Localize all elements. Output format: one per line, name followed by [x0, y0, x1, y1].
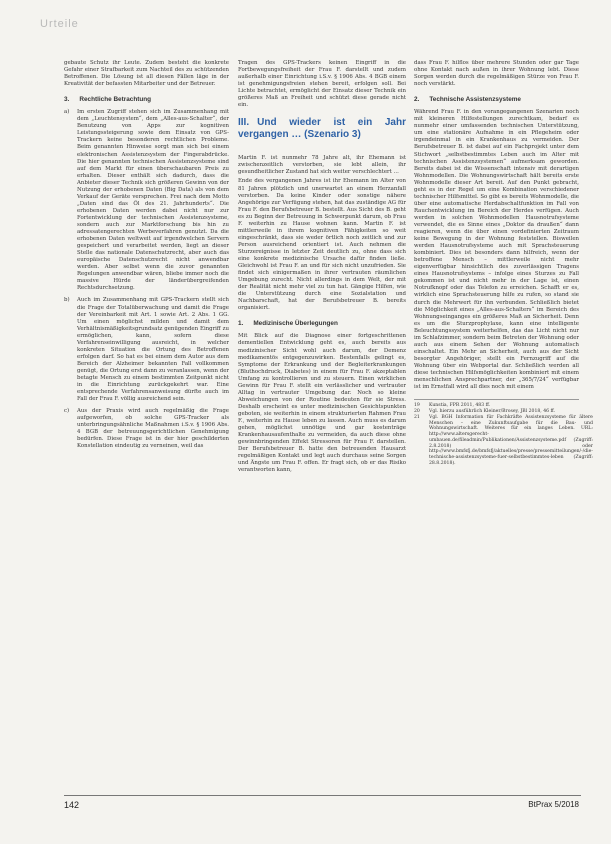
list-item-label: b) [64, 297, 70, 304]
paragraph: Tragen des GPS-Trackers keinen Eingriff in die Fortbewegungsfreiheit der Frau F. darstellt und zudem außerhalb einer Einrichtung i.S.v. § 1906 Abs. 4 BGB einem ist genehmigungsfreien stehen bereit, erfolgen soll. Bei Lichte betrachtet, ermöglicht der Einsatz dieser Technik ein größeres Maß an Freiheit und schützt diese gerade nicht ein. [238, 60, 406, 109]
section-title: Technische Assistenzsysteme [429, 96, 521, 104]
section-heading [414, 96, 579, 103]
footnote-number: 20 [414, 408, 420, 414]
section-number: 2. [414, 96, 420, 104]
footnotes [414, 399, 593, 467]
section-tag: Urteile [40, 18, 79, 30]
section-title: Medizinische Überlegungen [253, 320, 338, 328]
list-item-text: Auch im Zusammenhang mit GPS-Trackern stellt sich die Frage der Totalüberwachung und damit die Frage der Vereinbarkeit mit Art. 1 sowie Art. 2 Abs. 1 GG. Um einen möglichst milden und damit dem Verhältnismäßigkeitsgrundsatz genügenden Eingriff zu ermöglichen, kann, sofern diese Verfahrenseinwilligung ausreicht, in welcher konkreten Situation die Ortung des Betroffenen erfolgen darf. So hat es bei einem dem Autor aus dem Bereich der Alzheimer bekannten Fall vollkommen genügt, die Ortung erst dann zu veranlassen, wenn der betagte Mensch zu einem bestimmten Zeitpunkt nicht in die Einrichtung zurückgekehrt war. Eine entsprechende Verfahrensanweisung dürfte auch im Fall der Frau F. völlig ausreichend sein. [77, 297, 229, 403]
section-title: Rechtliche Betrachtung [79, 96, 152, 104]
footnote-text: Vgl. BGH Information für Fachkräfte Assistenzsysteme für ältere Menschen – eine Zukunftsaufgabe für die Bau- und Wohnungswirtschaft. Weiteres für ein langes Leben. URL: http://www.altersgerecht-umbauen.de/fileadmin/Publikationen/Assistenzsysteme.pdf (Zugriff: 2.8.2018) oder http://www.bmfsfj.de/bmfsfj/aktuelles/presse/pressemitteilungen/-/die-technische-assistenzsysteme-fuer-selbstbestimmtes-leben (Zugriff: 28.8.2018). [429, 414, 593, 467]
list-item-text: Im ersten Zugriff stehen sich im Zusammenhang mit dem „Leuchtensystem“, dem „Alles-aus-Schalter“, der Benutzung von Apps zur kognitiven Leistungssteigerung sowie dem Einsatz von GPS-Trackern keine besonderen rechtlichen Probleme. Beim genannten Hinweise sorgt man sich bei einem elektronischen Assistenzsystem der Fingerabdrücke. Die hier genannten technischen Assistenzsysteme sind auf dem Markt für einen überschaubaren Preis zu erhalten. Dieser enthält sich dadurch, dass die Anbieter dieser Technik sich größeren Gewinn von der Nutzung der erhobenen Daten (Big Data) als von dem Verkauf der Geräte versprechen. Frei nach dem Motto „Daten sind das Öl des 21. Jahrhunderts“. Die erhobenen Daten werden dabei nicht nur zur Fortentwicklung der technischen Assistenzsysteme, sondern auch zur Marktforschung bis hin zu adressatengerechten Werbeverfahren genutzt. Da die erhobenen Daten weltweit auf irgendwelchen Servern gespeichert und verarbeitet werden, liegt an dieser Stelle das nationale Datenschutzrecht, aber auch das europäische Datenschutzrecht nicht anwendbar werden. Aber selbst wenn die zuvor genannten Regelungen anwendbar wären, bliebe immer noch die massive Hürde der länderübergreifenden Rechtsdurchsetzung. [77, 109, 229, 292]
footnote-number: 21 [414, 414, 420, 420]
paragraph: dass Frau F. hilflos über mehrere Stunden oder gar Tage ohne Kontakt nach außen in ihrer Wohnung lebt. Diese Sorgen werden durch die regelmäßigen Stürze von Frau F. noch verstärkt. [414, 60, 579, 88]
column-2 [238, 60, 406, 476]
paragraph: Während Frau F. in den vorangegangenen Szenarien noch mit kleineren Hilfestellungen zurechtkam, bedarf es nunmehr einer umfassenden technischen Unterstützung, um eine stationäre Aufnahme in ein Pflegeheim oder irgendeinmal in ein Krankenhaus zu vermeiden. Der Berufsbetreuer B. ist dabei auf ein Fachprojekt unter dem Stichwort „selbstbestimmtes Leben auch im Alter mit technischen Assistenzsystemen“ aufmerksam geworden. Bereits dabei ist die Wissenschaft intensiv mit derartigen Wohnmodellen. Die Wohnungswirtschaft hält bereits erste Wohnmodelle dieser Art bereit. Auf den Punkt gebracht, geht es in der Regel um eine Kombination verschiedener technischer Hilfsmittel. So gibt es bereits Wohnmodelle, die über eine automatische Herdabschaltfunktion im Fall von Rauchentwicklung im Bereich der Herdes verfügen. Auch werden in solchen Wohnmodellen Hausnotrufsysteme verwendet, die es Sinne eines „Doktor da draußen“ dann reagieren, wenn die über einen vordefinierten Zeitraum keine Bewegung in der Wohnung feststellen. Bisweilen werden Hausnotrufsysteme auch mit Sprachsteuerung kombiniert. Dies ist besonders dann hilfreich, wenn der betroffene Mensch – mittlerweile nicht mehr eigenverfügbar hinsichtlich des zuverlässigen Tragens eines Hausnotrufsystems – infolge eines Sturzes zu Fall gekommen ist und nicht mehr in der Lage ist, einen Notrufknopf oder das Telefon zu erreichen. Schafft er es, wirklich eine Sprachsteuerung hilfe zu rufen, so stand sie durch die Mehrwert für ihn verbunden. Schließlich bietet die Möglichkeit eines „Alles-aus-Schalters“ im Bereich des Wohnungseinganges ein größeres Maß an Sicherheit. Denn es um die Sturzprophylaxe, kann eine intelligente Beleuchtungssystem weiterhelfen, das das Licht nicht nur im Schlafzimmer, sondern beim Betreten der Wohnung oder auch aus einem Sehen der Wohnung automatisch einschaltet. Ein Mehr an Sicherheit, auch aus der Sicht besorgter Angehöriger, stellt ein Fernzugriff auf die Wohnung über ein Webportal dar. Schließlich werden all diese technischen Hilfsmöglichkeiten kombiniert mit einem menschlichen Ansprechpartner, der „365/7/24“ verfügbar ist im Ernstfall wird all dies noch mit einem [414, 109, 579, 391]
list-item-label: c) [64, 408, 70, 415]
footnote-text: Vgl. hierzu ausführlich Kleiner/Brosey, JBl 2018, 46 ff. [429, 408, 556, 414]
chapter-number: III. [238, 117, 250, 129]
list-item [64, 297, 229, 403]
list-item [64, 408, 229, 450]
footer-divider [64, 795, 581, 796]
journal-name: BtPrax 5/2018 [528, 800, 579, 809]
paragraph: Ende des vergangenen Jahres ist ihr Ehemann im Alter von 81 Jahren plötzlich und unerwartet an einem Herzanfall verstorben. Da keine Kinder oder sonstige nähere Angehörige zur Verfügung stehen, hat das zuständige AG für Frau F. den Berufsbetreuer B. bestellt. Aus Sicht des B. geht es zu Beginn der Betreuung in Schwerpunkt darum, ob Frau F. weiterhin zu Hause wohnen kann. Martin F. ist mittlerweile in ihrem kognitiven Fähigkeiten so weit eingeschränkt, dass sie weder örtlich noch zeitlich und zur Person ausreichend orientiert ist. Auch nehmen die Sturzereignisse in letzter Zeit deutlich zu, ohne dass sich eine konkrete medizinische Ursache dafür finden ließe. Gleichwohl ist Frau F. an und für sich nicht unzufrieden. Sie findet sich einigermaßen in ihrer vertrauten räumlichen Umgebung zurecht. Nicht allerdings in dem Welt, der mit der Realität nicht mehr viel zu tun hat. Gängige Hilfen, wie die Unterstützung durch eine Sozialstation und Nachbarschaft, hat der Berufsbetreuer B. bereits organisiert. [238, 178, 406, 312]
chapter-title: Und wieder ist ein Jahr vergangen … (Szenario 3) [238, 117, 406, 141]
footnote-number: 19 [414, 403, 420, 409]
section-heading [238, 320, 406, 327]
section-heading [64, 96, 229, 103]
section-number: 1. [238, 320, 244, 328]
list-item-label: a) [64, 109, 70, 116]
page-number: 142 [64, 800, 80, 810]
list-item [64, 109, 229, 292]
paragraph: gebaute Schutz ihr Leute. Zudem besteht die konkrete Gefahr einer Strafbarkeit zum Nachteil des zu schützenden Betroffenen. Die Lösung ist all diesen Fällen läge in der Kreativität der befassten Mitarbeiter und der Betreuer. [64, 60, 229, 88]
footnote [414, 414, 593, 467]
paragraph: Mit Blick auf die Diagnose einer fortgeschrittenen dementiellen Entwicklung geht es, auch bereits aus medizinischer Sicht wohl auch darum, der Demenz medikamentös entgegenzuwirken. Bestenfalls gelingt es, Symptome der Erkrankung und der Begleiterkrankungen (Bluthochdruck, Diabetes) in einem für Frau F. akzeptablen Umfang zu kontrollieren und zu steuern. Einen wirklichen Gewinn für Frau F. stellt ein verlässlicher und vertrauter Alltag in vertrauter Umgebung dar. Noch so kleine Abweichungen von der Routine bedeuten für sie Stress. Deshalb erscheint es unter medizinischen Gesichtspunkten geboten, sie weiterhin in einem strukturierten Rahmen Frau F., weiterhin zu Hause leben zu lassen. Auch muss es darum gehen, möglichst unnötige und gar kostenträge Krankenhausaufenthalte zu vermeiden, da auch diese ohne gewinnbringenden Effekt Stressoren für Frau F. darstellen. Der Berufsbetreuer B. hatte den betreuenden Hausarzt regelmäßigen Kontakt und legt auch durchaus seine Sorgen und Ängste um Frau F. offen. Er fragt sich, ob er das Risiko verantworten kann, [238, 333, 406, 474]
column-1 [64, 60, 229, 455]
chapter-heading [238, 117, 406, 141]
paragraph: Martin F. ist nunmehr 78 Jahre alt, ihr Ehemann ist zwischenzeitlich verstorben, sie lebt allein, ihr gesundheitlicher Zustand hat sich weiter verschlechtert … [238, 155, 406, 176]
list-item-text: Aus der Praxis wird auch regelmäßig die Frage aufgeworfen, ob solche GPS-Tracker als unterbringungsähnliche Maßnahmen i.S.v. § 1906 Abs. 4 BGB der betreuungsgerichtlichen Genehmigung bedürfen. Diese Frage ist in der hier geschilderten Konstellation eindeutig zu verneinen, weil das [77, 408, 229, 450]
section-number: 3. [64, 96, 70, 104]
footnote-text: Kunstia, FPR 2011, 483 ff. [429, 403, 491, 409]
column-3 [414, 60, 593, 467]
